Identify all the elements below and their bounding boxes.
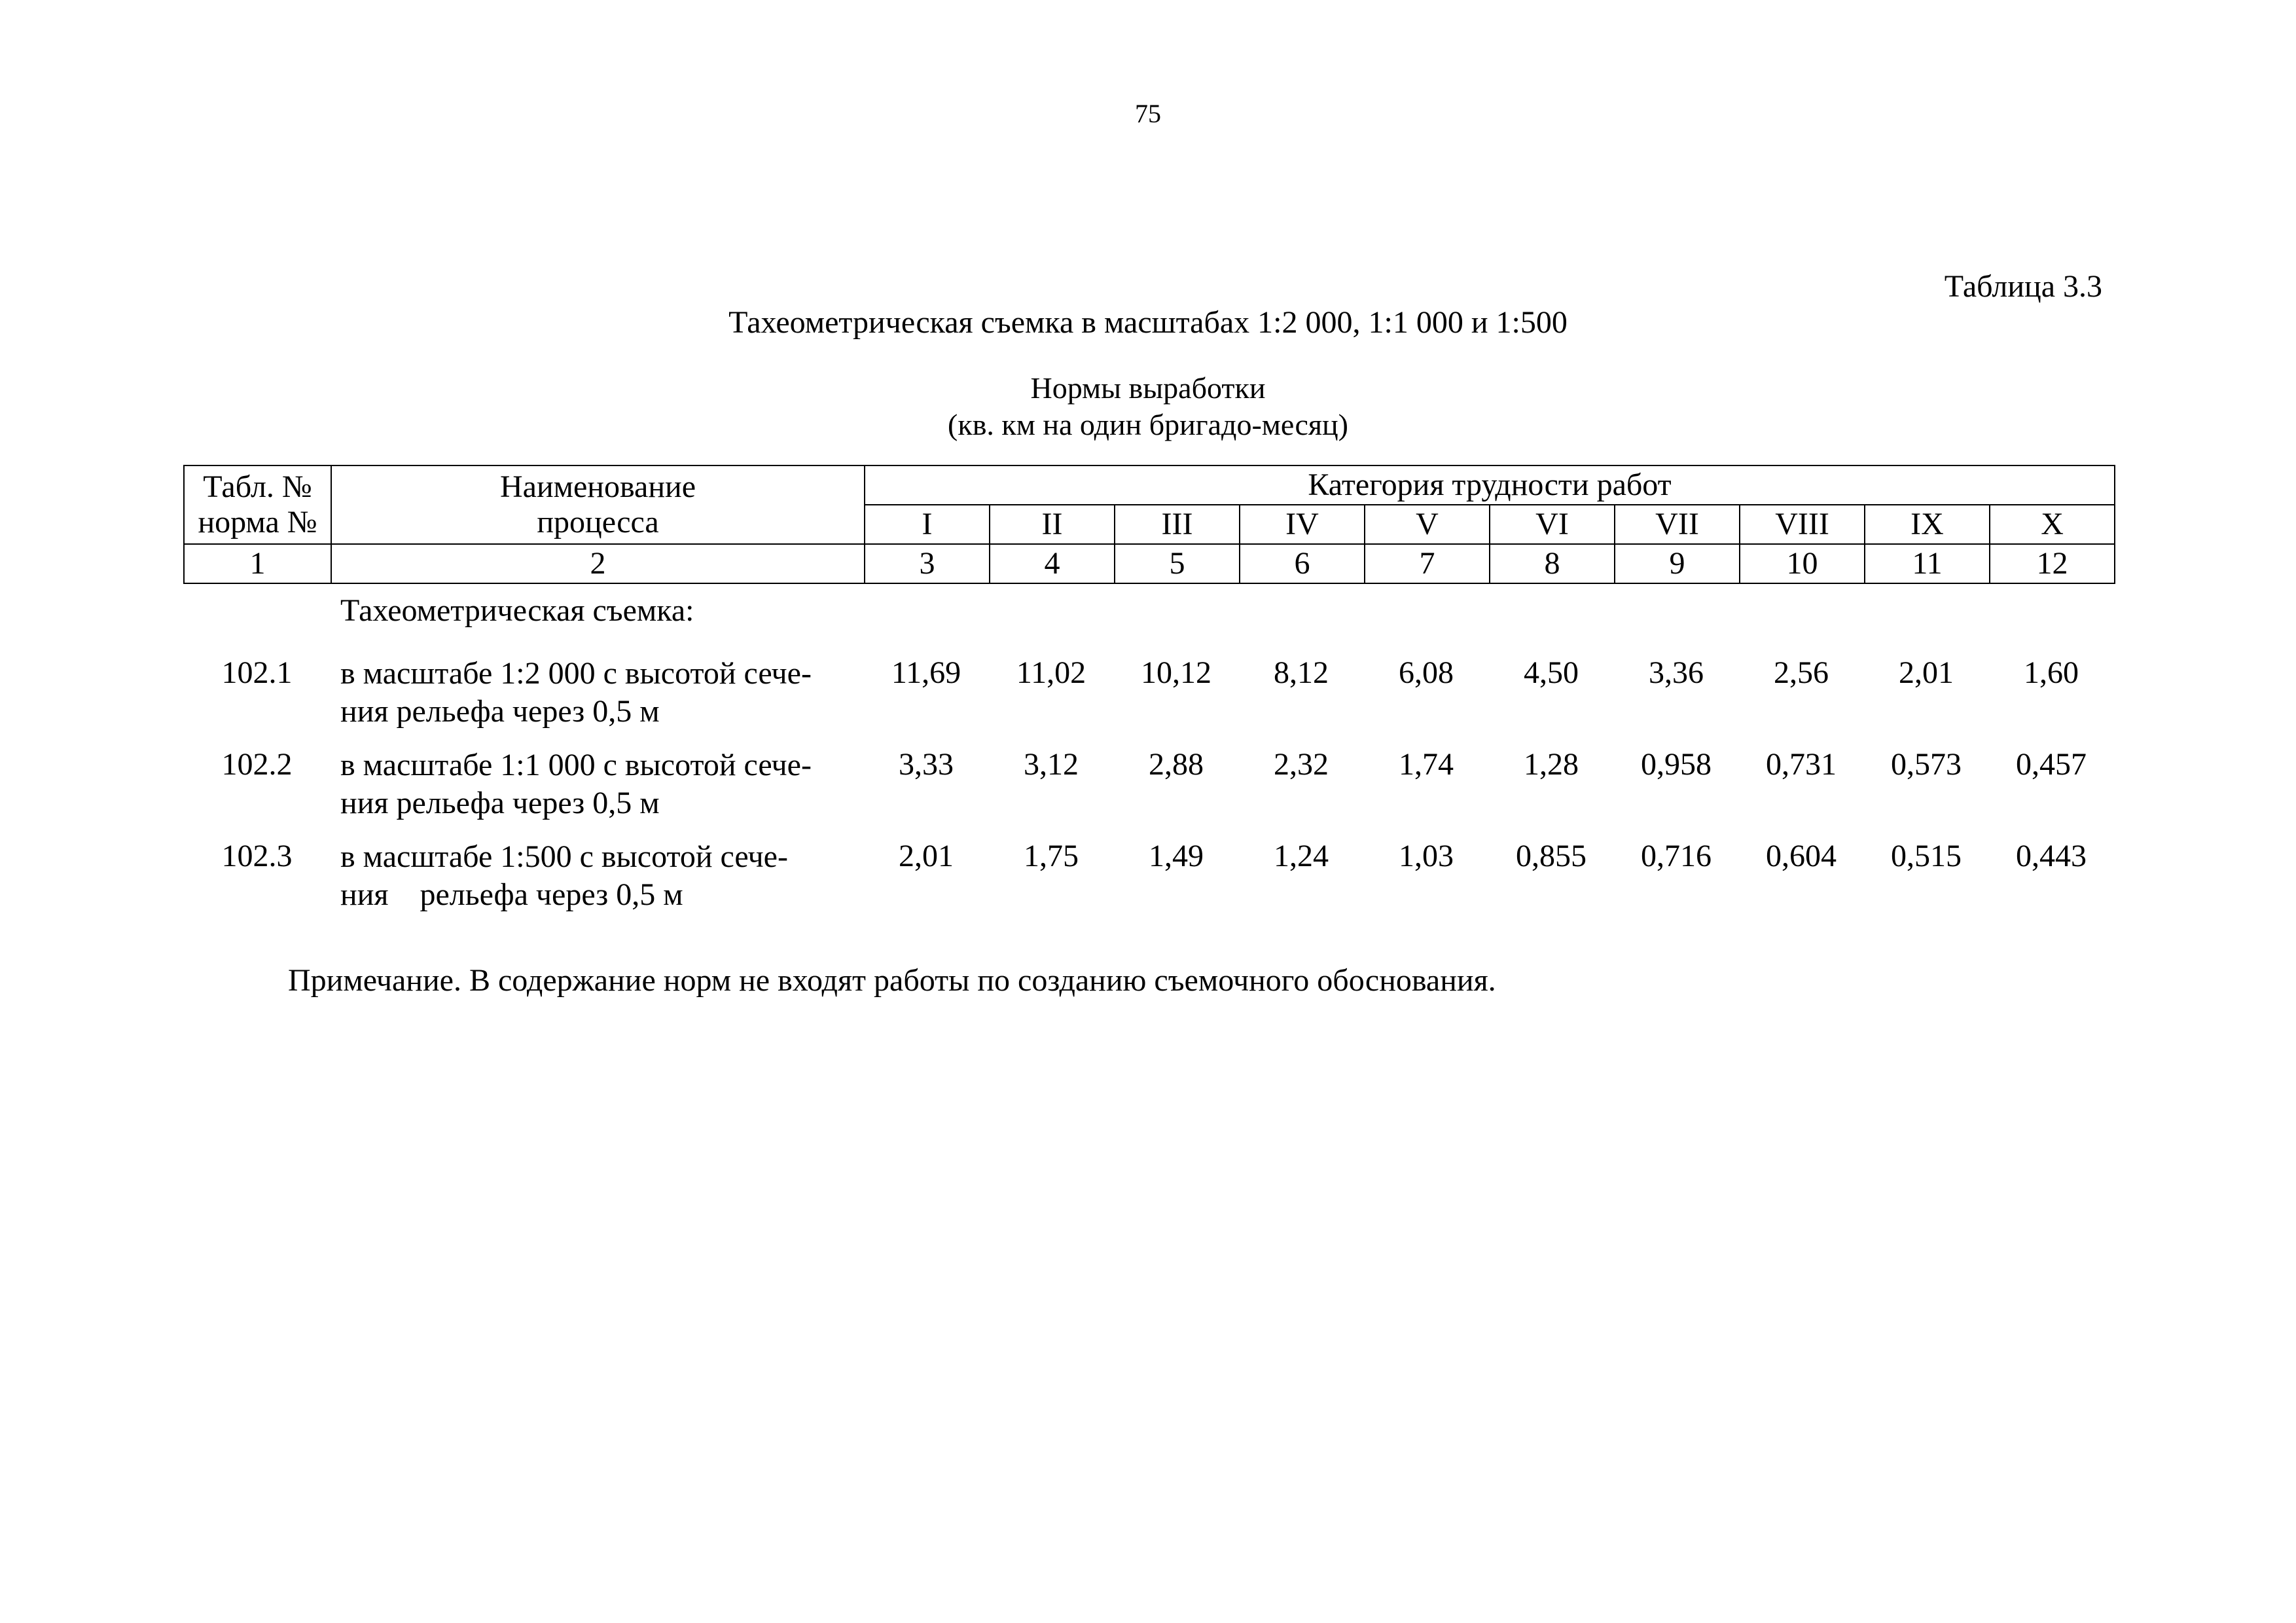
row-name-line1: в масштабе 1:500 с высотой сече-	[340, 839, 788, 874]
column-number: 10	[1740, 544, 1865, 583]
section-label: Тахеометрическая съемка:	[340, 593, 694, 628]
header-category: V	[1365, 505, 1490, 544]
header-category-label: Категория трудности работ	[865, 465, 2115, 505]
row-number: 102.3	[221, 839, 293, 873]
row-value: 1,74	[1399, 747, 1454, 782]
row-value: 11,02	[1016, 655, 1086, 690]
table-row	[183, 655, 2114, 746]
header-category: VI	[1490, 505, 1615, 544]
row-value: 3,12	[1024, 747, 1079, 782]
column-number: 11	[1865, 544, 1990, 583]
row-value: 1,49	[1149, 839, 1204, 873]
row-value: 0,457	[2016, 747, 2087, 782]
row-value: 0,716	[1641, 839, 1712, 873]
column-number: 5	[1115, 544, 1240, 583]
page-number: 75	[1135, 99, 1161, 128]
row-name	[340, 838, 877, 914]
row-value: 2,88	[1149, 747, 1204, 782]
header-col1	[184, 465, 331, 544]
row-name-line2: ния рельефа через 0,5 м	[340, 694, 660, 729]
row-name-line1: в масштабе 1:2 000 с высотой сече-	[340, 656, 812, 691]
row-value: 1,28	[1524, 747, 1579, 782]
column-number: 2	[331, 544, 865, 583]
header-category: IV	[1240, 505, 1365, 544]
column-number: 3	[865, 544, 990, 583]
row-value: 0,731	[1766, 747, 1837, 782]
table-note: Примечание. В содержание норм не входят работы по созданию съемочного обоснования.	[288, 963, 1496, 998]
header-category: IX	[1865, 505, 1990, 544]
header-category: X	[1990, 505, 2115, 544]
row-value: 2,56	[1774, 655, 1829, 690]
row-name	[340, 655, 877, 731]
row-value: 0,604	[1766, 839, 1837, 873]
row-value: 2,01	[899, 839, 954, 873]
header-col2-line1: Наименование	[499, 469, 696, 504]
row-value: 1,75	[1024, 839, 1079, 873]
column-number: 7	[1365, 544, 1490, 583]
table-row	[183, 838, 2114, 930]
column-number: 1	[184, 544, 331, 583]
row-value: 2,32	[1274, 747, 1329, 782]
row-value: 1,24	[1274, 839, 1329, 873]
row-value: 0,958	[1641, 747, 1712, 782]
row-value: 11,69	[891, 655, 961, 690]
row-value: 0,855	[1516, 839, 1587, 873]
column-number: 6	[1240, 544, 1365, 583]
subtitle-line-1: Нормы выработки	[1030, 371, 1266, 405]
row-name-line1: в масштабе 1:1 000 с высотой сече-	[340, 748, 812, 782]
row-value: 1,60	[2024, 655, 2079, 690]
row-name-line2: ния рельефа через 0,5 м	[340, 877, 683, 912]
row-value: 10,12	[1141, 655, 1211, 690]
table-header	[183, 465, 2115, 584]
row-value: 3,33	[899, 747, 954, 782]
header-category: VII	[1615, 505, 1740, 544]
row-value: 0,515	[1891, 839, 1962, 873]
header-category: VIII	[1740, 505, 1865, 544]
table-title: Тахеометрическая съемка в масштабах 1:2 000, 1:1 000 и 1:500	[728, 305, 1568, 340]
header-category: II	[990, 505, 1115, 544]
table-row	[183, 746, 2114, 838]
row-number: 102.1	[221, 655, 293, 690]
column-number: 4	[990, 544, 1115, 583]
header-col1-line2: норма №	[198, 505, 317, 539]
table-subtitle	[0, 370, 2296, 443]
row-value: 6,08	[1399, 655, 1454, 690]
column-number: 8	[1490, 544, 1615, 583]
header-category: I	[865, 505, 990, 544]
header-col1-line1: Табл. №	[203, 469, 312, 504]
header-col2-line2: процесса	[537, 505, 659, 539]
row-value: 3,36	[1649, 655, 1704, 690]
table-number: Таблица 3.3	[1944, 269, 2102, 304]
row-value: 0,573	[1891, 747, 1962, 782]
row-name	[340, 746, 877, 822]
row-number: 102.2	[221, 747, 293, 782]
header-category: III	[1115, 505, 1240, 544]
header-col2	[331, 465, 865, 544]
row-value: 1,03	[1399, 839, 1454, 873]
row-value: 0,443	[2016, 839, 2087, 873]
column-number: 12	[1990, 544, 2115, 583]
row-name-line2: ния рельефа через 0,5 м	[340, 786, 660, 820]
row-value: 2,01	[1899, 655, 1954, 690]
column-number: 9	[1615, 544, 1740, 583]
row-value: 8,12	[1274, 655, 1329, 690]
row-value: 4,50	[1524, 655, 1579, 690]
subtitle-line-2: (кв. км на один бригадо-месяц)	[948, 408, 1348, 441]
